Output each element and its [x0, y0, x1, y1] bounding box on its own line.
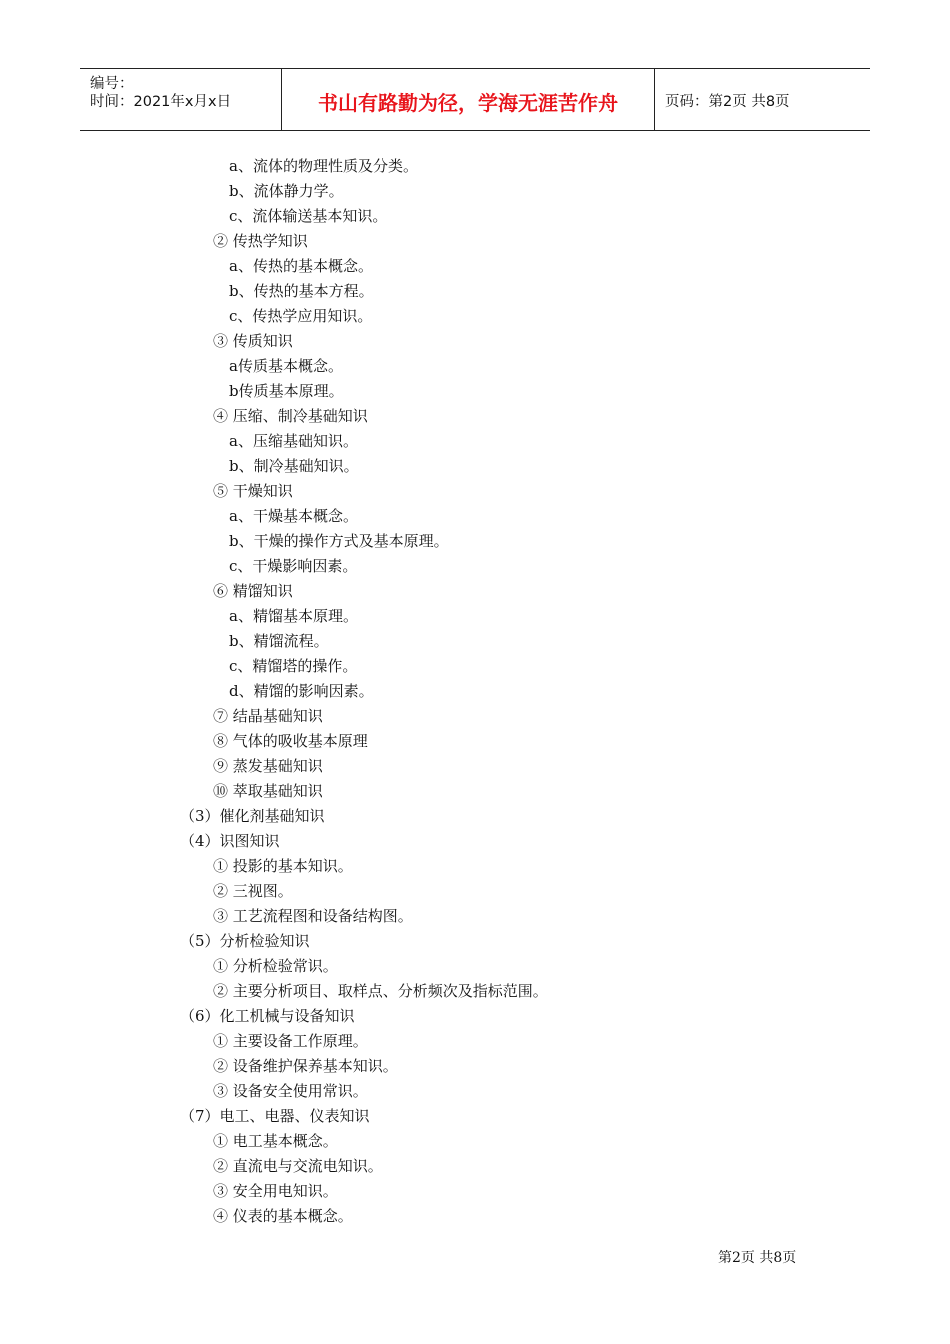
list-item: a传质基本概念。 — [229, 357, 343, 375]
list-item: b、流体静力学。 — [229, 182, 344, 200]
list-item: ⑦ 结晶基础知识 — [213, 707, 323, 725]
list-item: a、传热的基本概念。 — [229, 257, 373, 275]
list-item: a、压缩基础知识。 — [229, 432, 358, 450]
list-item: ⑥ 精馏知识 — [213, 582, 293, 600]
list-item: a、干燥基本概念。 — [229, 507, 358, 525]
list-item: c、精馏塔的操作。 — [229, 657, 358, 675]
header-meta-cell — [80, 69, 282, 130]
list-item: ② 设备维护保养基本知识。 — [213, 1057, 398, 1075]
header-page-label: 页码：第2页 共8页 — [665, 94, 790, 110]
list-item: b传质基本原理。 — [229, 382, 344, 400]
list-item: ③ 传质知识 — [213, 332, 293, 350]
list-item: ② 三视图。 — [213, 882, 293, 900]
list-item: ③ 设备安全使用常识。 — [213, 1082, 368, 1100]
time-label: 时间：2021年x月x日 — [90, 94, 232, 110]
number-label: 编号： — [90, 76, 134, 92]
list-item: ① 电工基本概念。 — [213, 1132, 338, 1150]
list-item: ⑧ 气体的吸收基本原理 — [213, 732, 368, 750]
list-item: c、干燥影响因素。 — [229, 557, 358, 575]
list-item: a、流体的物理性质及分类。 — [229, 157, 418, 175]
list-item: ④ 压缩、制冷基础知识 — [213, 407, 368, 425]
list-item: ① 分析检验常识。 — [213, 957, 338, 975]
list-item: a、精馏基本原理。 — [229, 607, 358, 625]
motto-text: 书山有路勤为径，学海无涯苦作舟 — [318, 91, 618, 115]
section-heading: （5）分析检验知识 — [180, 932, 310, 950]
list-item: c、流体输送基本知识。 — [229, 207, 388, 225]
list-item: ⑨ 蒸发基础知识 — [213, 757, 323, 775]
section-heading: （4）识图知识 — [180, 832, 280, 850]
section-heading: （6）化工机械与设备知识 — [180, 1007, 355, 1025]
list-item: ④ 仪表的基本概念。 — [213, 1207, 353, 1225]
list-item: ③ 工艺流程图和设备结构图。 — [213, 907, 413, 925]
list-item: c、传热学应用知识。 — [229, 307, 373, 325]
list-item: ① 投影的基本知识。 — [213, 857, 353, 875]
header-page-cell — [655, 69, 870, 130]
list-item: ⑤ 干燥知识 — [213, 482, 293, 500]
list-item: ① 主要设备工作原理。 — [213, 1032, 368, 1050]
list-item: ⑩ 萃取基础知识 — [213, 782, 323, 800]
header-motto-cell — [282, 69, 655, 130]
section-heading: （7）电工、电器、仪表知识 — [180, 1107, 370, 1125]
page-header — [80, 68, 870, 131]
footer-page-number: 第2页 共8页 — [718, 1250, 797, 1266]
section-heading: （3）催化剂基础知识 — [180, 807, 325, 825]
list-item: ③ 安全用电知识。 — [213, 1182, 338, 1200]
list-item: b、精馏流程。 — [229, 632, 329, 650]
list-item: ② 传热学知识 — [213, 232, 308, 250]
list-item: ② 直流电与交流电知识。 — [213, 1157, 383, 1175]
list-item: d、精馏的影响因素。 — [229, 682, 374, 700]
list-item: b、传热的基本方程。 — [229, 282, 374, 300]
list-item: b、制冷基础知识。 — [229, 457, 359, 475]
list-item: ② 主要分析项目、取样点、分析频次及指标范围。 — [213, 982, 548, 1000]
list-item: b、干燥的操作方式及基本原理。 — [229, 532, 449, 550]
